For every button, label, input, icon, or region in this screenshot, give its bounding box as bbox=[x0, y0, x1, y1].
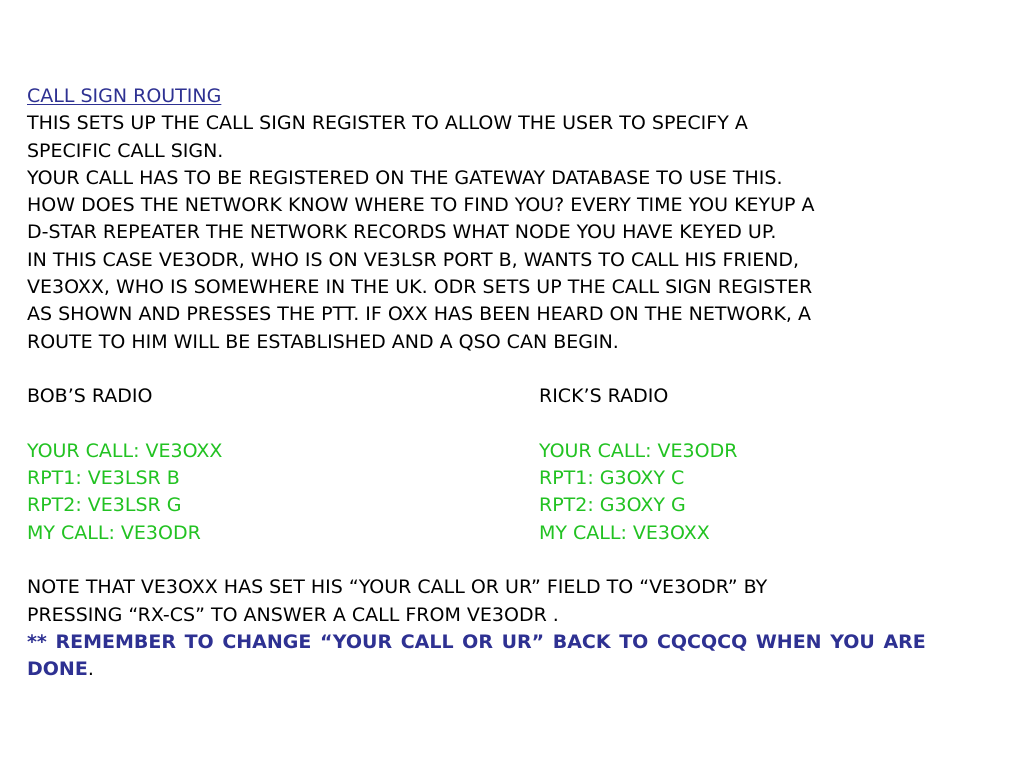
reminder-line-end bbox=[27, 656, 1012, 683]
rick-my-call: MY CALL: VE3OXX bbox=[539, 521, 710, 544]
reminder-line: ** REMEMBER TO CHANGE “YOUR CALL OR UR” BACK TO CQCQCQ WHEN YOU ARE bbox=[27, 630, 926, 653]
intro-line: THIS SETS UP THE CALL SIGN REGISTER TO ALLOW THE USER TO SPECIFY A bbox=[27, 112, 748, 135]
page-title: CALL SIGN ROUTING bbox=[27, 85, 222, 107]
intro-paragraph bbox=[27, 110, 1012, 356]
note-paragraph bbox=[27, 574, 1012, 629]
bob-rpt1: RPT1: VE3LSR B bbox=[27, 467, 180, 490]
intro-line: ROUTE TO HIM WILL BE ESTABLISHED AND A QSO CAN BEGIN. bbox=[27, 330, 619, 353]
bob-radio-column bbox=[27, 383, 539, 547]
bob-my-call: MY CALL: VE3ODR bbox=[27, 521, 201, 544]
intro-line: SPECIFIC CALL SIGN. bbox=[27, 139, 224, 162]
note-line: NOTE THAT VE3OXX HAS SET HIS “YOUR CALL OR UR” FIELD TO “VE3ODR” BY bbox=[27, 576, 768, 599]
spacer bbox=[27, 411, 539, 438]
note-line: PRESSING “RX-CS” TO ANSWER A CALL FROM VE3ODR . bbox=[27, 603, 559, 626]
intro-line: HOW DOES THE NETWORK KNOW WHERE TO FIND YOU? EVERY TIME YOU KEYUP A bbox=[27, 194, 815, 217]
rick-rpt2: RPT2: G3OXY G bbox=[539, 494, 686, 517]
radio-settings bbox=[27, 383, 1012, 547]
reminder-text: DONE bbox=[27, 658, 88, 681]
intro-line: VE3OXX, WHO IS SOMEWHERE IN THE UK. ODR SETS UP THE CALL SIGN REGISTER bbox=[27, 276, 813, 299]
rick-radio-heading: RICK’S RADIO bbox=[539, 385, 669, 408]
intro-line: YOUR CALL HAS TO BE REGISTERED ON THE GATEWAY DATABASE TO USE THIS. bbox=[27, 166, 783, 189]
rick-rpt1: RPT1: G3OXY C bbox=[539, 467, 685, 490]
spacer bbox=[27, 547, 1012, 574]
reminder-period: . bbox=[87, 658, 94, 681]
reminder-paragraph bbox=[27, 629, 1012, 684]
spacer bbox=[539, 411, 1009, 438]
spacer bbox=[27, 356, 1012, 383]
intro-line: IN THIS CASE VE3ODR, WHO IS ON VE3LSR PORT B, WANTS TO CALL HIS FRIEND, bbox=[27, 248, 800, 271]
intro-line: AS SHOWN AND PRESSES THE PTT. IF OXX HAS BEEN HEARD ON THE NETWORK, A bbox=[27, 303, 811, 326]
bob-rpt2: RPT2: VE3LSR G bbox=[27, 494, 182, 517]
bob-your-call: YOUR CALL: VE3OXX bbox=[27, 439, 223, 462]
rick-your-call: YOUR CALL: VE3ODR bbox=[539, 439, 738, 462]
bob-radio-heading: BOB’S RADIO bbox=[27, 385, 153, 408]
rick-radio-column bbox=[539, 383, 1009, 547]
intro-line: D-STAR REPEATER THE NETWORK RECORDS WHAT NODE YOU HAVE KEYED UP. bbox=[27, 221, 777, 244]
slide-content bbox=[27, 83, 1012, 684]
